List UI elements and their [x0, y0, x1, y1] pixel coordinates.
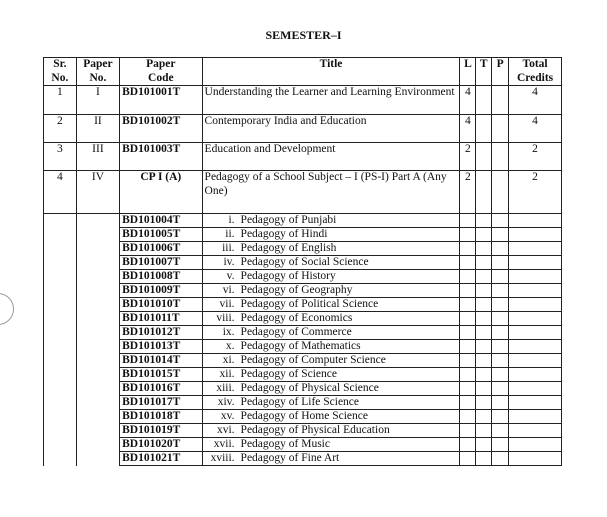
cell-l — [460, 410, 476, 424]
scroll-handle[interactable] — [0, 293, 14, 325]
cell-credits — [509, 256, 562, 270]
cell-code: BD101001T — [120, 86, 202, 115]
cell-title: Understanding the Learner and Learning Environment — [202, 86, 460, 115]
cell-paper: I — [76, 86, 119, 115]
subject-number: iv. — [223, 256, 235, 268]
header-t: T — [476, 58, 492, 86]
cell-p — [492, 340, 509, 354]
subject-title-cell — [202, 354, 460, 368]
cell-t — [476, 228, 492, 242]
cell-p — [492, 214, 509, 228]
subject-code: BD101015T — [120, 368, 202, 382]
table-row — [44, 86, 562, 115]
subject-row — [44, 354, 562, 368]
cell-l — [460, 340, 476, 354]
cell-p — [492, 396, 509, 410]
cell-t — [476, 368, 492, 382]
cell-paper — [76, 340, 119, 354]
header-l: L — [460, 58, 476, 86]
course-table — [43, 57, 562, 466]
cell-sr — [44, 256, 77, 270]
subject-code: BD101012T — [120, 326, 202, 340]
cell-sr — [44, 270, 77, 284]
cell-t — [476, 143, 492, 171]
cell-credits: 4 — [509, 115, 562, 143]
cell-p — [492, 368, 509, 382]
subject-title-cell — [202, 438, 460, 452]
cell-credits — [509, 298, 562, 312]
subject-title: Pedagogy of Hindi — [240, 228, 328, 240]
cell-sr: 4 — [44, 171, 77, 214]
cell-sr — [44, 452, 77, 466]
subject-list — [44, 214, 562, 466]
cell-p — [492, 438, 509, 452]
cell-l — [460, 382, 476, 396]
cell-p — [492, 143, 509, 171]
cell-sr — [44, 284, 77, 298]
cell-sr — [44, 368, 77, 382]
cell-paper — [76, 326, 119, 340]
subject-code: BD101021T — [120, 452, 202, 466]
subject-row — [44, 368, 562, 382]
cell-paper — [76, 228, 119, 242]
cell-credits — [509, 228, 562, 242]
cell-l — [460, 326, 476, 340]
cell-paper — [76, 256, 119, 270]
header-title: Title — [202, 58, 460, 86]
subject-title: Pedagogy of Science — [240, 368, 337, 380]
cell-l — [460, 396, 476, 410]
cell-paper — [76, 396, 119, 410]
cell-l — [460, 354, 476, 368]
cell-p — [492, 312, 509, 326]
subject-title-cell — [202, 214, 460, 228]
subject-number: xiii. — [216, 382, 235, 394]
cell-t — [476, 396, 492, 410]
cell-t — [476, 340, 492, 354]
subject-title-cell — [202, 228, 460, 242]
subject-number: viii. — [216, 312, 235, 324]
cell-t — [476, 214, 492, 228]
cell-l — [460, 256, 476, 270]
cell-l: 2 — [460, 171, 476, 214]
subject-code: BD101007T — [120, 256, 202, 270]
subject-number: xvii. — [213, 438, 235, 450]
cell-credits — [509, 396, 562, 410]
cell-t — [476, 115, 492, 143]
subject-number: xv. — [220, 410, 235, 422]
cell-p — [492, 452, 509, 466]
cell-l — [460, 242, 476, 256]
subject-row — [44, 382, 562, 396]
subject-number: ii. — [225, 228, 235, 240]
cell-t — [476, 270, 492, 284]
subject-title-cell — [202, 340, 460, 354]
cell-sr — [44, 354, 77, 368]
subject-code: BD101011T — [120, 312, 202, 326]
subject-code: BD101009T — [120, 284, 202, 298]
subject-title: Pedagogy of Physical Science — [240, 382, 379, 394]
cell-sr — [44, 298, 77, 312]
cell-t — [476, 86, 492, 115]
cell-paper: III — [76, 143, 119, 171]
subject-number: iii. — [222, 242, 235, 254]
subject-number: xvi. — [216, 424, 235, 436]
cell-sr — [44, 410, 77, 424]
subject-title: Pedagogy of Commerce — [240, 326, 352, 338]
cell-l — [460, 424, 476, 438]
subject-title: Pedagogy of Punjabi — [240, 214, 337, 226]
cell-p — [492, 256, 509, 270]
subject-title-cell — [202, 270, 460, 284]
subject-row — [44, 256, 562, 270]
subject-number: xii. — [219, 368, 235, 380]
cell-title: Contemporary India and Education — [202, 115, 460, 143]
cell-sr — [44, 396, 77, 410]
cell-l — [460, 270, 476, 284]
subject-number: x. — [225, 340, 235, 352]
cell-p — [492, 298, 509, 312]
cell-paper — [76, 214, 119, 228]
cell-t — [476, 354, 492, 368]
cell-l — [460, 214, 476, 228]
subject-number: vii. — [219, 298, 235, 310]
subject-number: xviii. — [210, 452, 235, 464]
cell-code: CP I (A) — [120, 171, 202, 214]
cell-t — [476, 242, 492, 256]
cell-t — [476, 326, 492, 340]
subject-code: BD101014T — [120, 354, 202, 368]
subject-title: Pedagogy of English — [240, 242, 337, 254]
cell-credits — [509, 382, 562, 396]
subject-title: Pedagogy of Music — [240, 438, 330, 450]
cell-credits — [509, 354, 562, 368]
subject-number: i. — [228, 214, 235, 226]
cell-title: Education and Development — [202, 143, 460, 171]
cell-sr — [44, 242, 77, 256]
subject-row — [44, 396, 562, 410]
cell-paper — [76, 424, 119, 438]
table-row — [44, 143, 562, 171]
cell-credits — [509, 424, 562, 438]
cell-credits — [509, 340, 562, 354]
header-paper: Paper No. — [76, 58, 119, 86]
cell-l: 4 — [460, 115, 476, 143]
subject-row — [44, 438, 562, 452]
cell-p — [492, 228, 509, 242]
cell-t — [476, 410, 492, 424]
cell-paper — [76, 368, 119, 382]
cell-sr — [44, 312, 77, 326]
subject-row — [44, 228, 562, 242]
cell-paper — [76, 354, 119, 368]
cell-credits: 2 — [509, 171, 562, 214]
cell-credits — [509, 214, 562, 228]
cell-t — [476, 424, 492, 438]
subject-title-cell — [202, 312, 460, 326]
subject-title-cell — [202, 256, 460, 270]
cell-sr — [44, 228, 77, 242]
cell-p — [492, 270, 509, 284]
subject-number: v. — [226, 270, 235, 282]
cell-l: 4 — [460, 86, 476, 115]
subject-title-cell — [202, 242, 460, 256]
cell-t — [476, 382, 492, 396]
subject-code: BD101017T — [120, 396, 202, 410]
cell-credits — [509, 410, 562, 424]
subject-code: BD101010T — [120, 298, 202, 312]
cell-paper — [76, 382, 119, 396]
cell-paper — [76, 410, 119, 424]
cell-l — [460, 368, 476, 382]
subject-row — [44, 340, 562, 354]
cell-t — [476, 256, 492, 270]
subject-title-cell — [202, 284, 460, 298]
cell-sr: 3 — [44, 143, 77, 171]
cell-sr — [44, 340, 77, 354]
cell-p — [492, 382, 509, 396]
cell-sr — [44, 214, 77, 228]
cell-t — [476, 438, 492, 452]
subject-title: Pedagogy of Political Science — [240, 298, 379, 310]
cell-p — [492, 326, 509, 340]
cell-paper — [76, 438, 119, 452]
subject-code: BD101020T — [120, 438, 202, 452]
subject-title-cell — [202, 298, 460, 312]
subject-code: BD101008T — [120, 270, 202, 284]
cell-p — [492, 284, 509, 298]
subject-title: Pedagogy of Geography — [240, 284, 353, 296]
subject-title: Pedagogy of Home Science — [240, 410, 368, 422]
cell-sr — [44, 424, 77, 438]
cell-l: 2 — [460, 143, 476, 171]
cell-credits: 4 — [509, 86, 562, 115]
cell-credits — [509, 284, 562, 298]
subject-title: Pedagogy of Mathematics — [240, 340, 361, 352]
subject-title-cell — [202, 382, 460, 396]
subject-row — [44, 452, 562, 466]
cell-p — [492, 424, 509, 438]
cell-paper: IV — [76, 171, 119, 214]
subject-row — [44, 242, 562, 256]
cell-sr: 1 — [44, 86, 77, 115]
cell-l — [460, 298, 476, 312]
cell-p — [492, 171, 509, 214]
cell-credits — [509, 270, 562, 284]
cell-t — [476, 171, 492, 214]
subject-title-cell — [202, 326, 460, 340]
subject-code: BD101018T — [120, 410, 202, 424]
cell-l — [460, 452, 476, 466]
header-row — [44, 58, 562, 86]
subject-title-cell — [202, 396, 460, 410]
cell-credits — [509, 368, 562, 382]
subject-title-cell — [202, 452, 460, 466]
subject-number: ix. — [222, 326, 235, 338]
subject-row — [44, 410, 562, 424]
cell-paper — [76, 242, 119, 256]
subject-title: Pedagogy of Physical Education — [240, 424, 390, 436]
cell-paper — [76, 284, 119, 298]
cell-l — [460, 438, 476, 452]
cell-paper: II — [76, 115, 119, 143]
subject-row — [44, 312, 562, 326]
cell-paper — [76, 270, 119, 284]
subject-code: BD101004T — [120, 214, 202, 228]
subject-title: Pedagogy of History — [240, 270, 336, 282]
cell-credits — [509, 326, 562, 340]
cell-t — [476, 298, 492, 312]
header-code: Paper Code — [120, 58, 202, 86]
subject-title-cell — [202, 424, 460, 438]
table-row — [44, 171, 562, 214]
cell-paper — [76, 452, 119, 466]
subject-title: Pedagogy of Fine Art — [240, 452, 340, 464]
header-credits: Total Credits — [509, 58, 562, 86]
subject-code: BD101016T — [120, 382, 202, 396]
cell-sr: 2 — [44, 115, 77, 143]
cell-t — [476, 284, 492, 298]
subject-number: xiv. — [217, 396, 235, 408]
cell-l — [460, 284, 476, 298]
cell-code: BD101002T — [120, 115, 202, 143]
cell-l — [460, 312, 476, 326]
subject-row — [44, 284, 562, 298]
cell-credits — [509, 312, 562, 326]
table-row — [44, 115, 562, 143]
cell-paper — [76, 312, 119, 326]
cell-paper — [76, 298, 119, 312]
subject-title: Pedagogy of Computer Science — [240, 354, 386, 366]
cell-credits — [509, 438, 562, 452]
cell-p — [492, 86, 509, 115]
cell-code: BD101003T — [120, 143, 202, 171]
cell-credits — [509, 452, 562, 466]
subject-code: BD101006T — [120, 242, 202, 256]
subject-title-cell — [202, 410, 460, 424]
cell-credits: 2 — [509, 143, 562, 171]
page-title: SEMESTER–I — [265, 28, 342, 42]
subject-row — [44, 326, 562, 340]
subject-row — [44, 424, 562, 438]
subject-code: BD101013T — [120, 340, 202, 354]
subject-code: BD101005T — [120, 228, 202, 242]
cell-p — [492, 242, 509, 256]
cell-sr — [44, 326, 77, 340]
subject-number: xi. — [222, 354, 235, 366]
cell-p — [492, 354, 509, 368]
cell-title: Pedagogy of a School Subject – I (PS-I) Part A (Any One) — [202, 171, 460, 214]
subject-row — [44, 298, 562, 312]
subject-title: Pedagogy of Social Science — [240, 256, 369, 268]
cell-t — [476, 452, 492, 466]
subject-code: BD101019T — [120, 424, 202, 438]
subject-title: Pedagogy of Economics — [240, 312, 353, 324]
cell-credits — [509, 242, 562, 256]
subject-title-cell — [202, 368, 460, 382]
cell-l — [460, 228, 476, 242]
subject-number: vi. — [222, 284, 235, 296]
header-sr: Sr. No. — [44, 58, 77, 86]
cell-p — [492, 115, 509, 143]
cell-p — [492, 410, 509, 424]
subject-title: Pedagogy of Life Science — [240, 396, 360, 408]
subject-row — [44, 270, 562, 284]
subject-row — [44, 214, 562, 228]
cell-sr — [44, 382, 77, 396]
header-p: P — [492, 58, 509, 86]
cell-sr — [44, 438, 77, 452]
cell-t — [476, 312, 492, 326]
